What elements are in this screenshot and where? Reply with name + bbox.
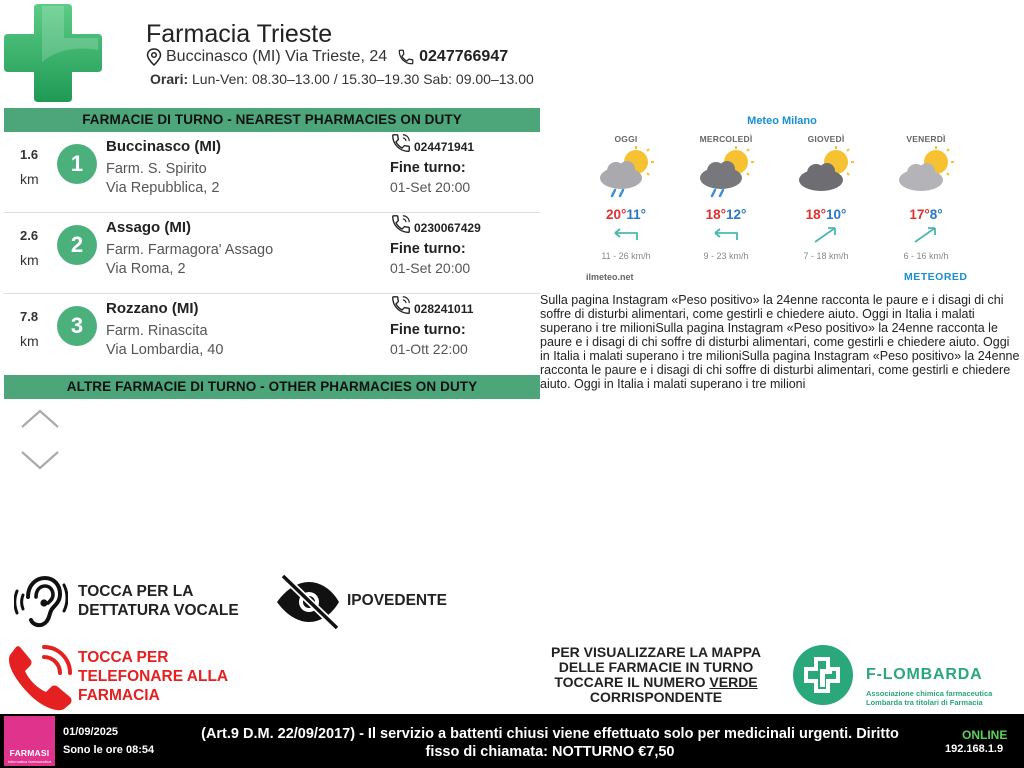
distance: 7.8 km bbox=[20, 309, 39, 349]
day-name: VENERDÌ bbox=[906, 134, 946, 144]
weather-day bbox=[586, 134, 666, 261]
day-name: OGGI bbox=[614, 134, 638, 144]
end-shift-label: Fine turno: bbox=[390, 241, 466, 257]
location-pin-icon bbox=[146, 48, 162, 66]
pharmacy-city: Assago (MI) bbox=[106, 219, 192, 236]
wind-speed: 11 - 26 km/h bbox=[601, 251, 651, 261]
footer-notice: (Art.9 D.M. 22/09/2017) - Il servizio a battenti chiusi viene effettuato solo per medicinali urgenti. Diritto fisso di chiamata: NOTTURNO €7,50 bbox=[201, 726, 899, 760]
phone-number: 0247766947 bbox=[419, 48, 509, 65]
pharmacy-title: Farmacia Trieste bbox=[146, 20, 333, 48]
news-text: Sulla pagina Instagram «Peso positivo» la 24enne racconta le paure e i disagi di chi soffre di disturbi alimentari, come gestirli e chiedere aiuto. Oggi in Italia i malati superano i tre milioniSulla pagina Instagram «Peso positivo» la 24enne racconta le paure e i disagi di chi soffre di disturbi alimentari, come gestirli e chiedere aiuto. Oggi in Italia i malati superano i tre milioniSulla pagina Instagram «Peso positivo» la 24enne racconta le paure e i disagi di chi soffre di disturbi alimentari, come gestirli e chiedere aiuto. Oggi in Italia i malati superano i tre milioni bbox=[540, 293, 1020, 391]
online-status: ONLINE bbox=[962, 728, 1008, 742]
opening-hours bbox=[150, 71, 534, 87]
f-lombarda-name: F-LOMBARDA bbox=[866, 666, 983, 683]
day-temps: 18°10° bbox=[805, 207, 847, 222]
duty-section-header: FARMACIE DI TURNO - NEAREST PHARMACIES ON DUTY bbox=[4, 108, 540, 132]
duty-pharmacy-row[interactable] bbox=[4, 132, 540, 213]
wind-speed: 7 - 18 km/h bbox=[803, 251, 849, 261]
footer-date: 01/09/2025 bbox=[63, 726, 119, 738]
end-shift-value: 01-Set 20:00 bbox=[390, 260, 471, 276]
day-temps: 18°12° bbox=[705, 207, 747, 222]
address-line bbox=[146, 48, 508, 66]
phone-icon bbox=[390, 132, 412, 154]
footer-bar bbox=[0, 714, 1024, 768]
phone-icon bbox=[390, 213, 412, 235]
wind-arrow-icon bbox=[711, 226, 741, 244]
sun-cloud-rain-icon bbox=[596, 146, 656, 198]
weather-day bbox=[686, 134, 766, 261]
pharmacy-phone[interactable]: 0230067429 bbox=[390, 213, 481, 235]
pharmacy-name: Farm. Rinascita bbox=[106, 323, 208, 339]
wind-arrow-icon bbox=[811, 226, 841, 244]
pharmacy-street: Via Lombardia, 40 bbox=[106, 342, 224, 358]
phone-icon bbox=[397, 48, 415, 66]
end-shift-value: 01-Set 20:00 bbox=[390, 179, 471, 195]
hours-label: Orari: bbox=[150, 71, 189, 87]
ip-address: 192.168.1.9 bbox=[945, 743, 1004, 755]
weather-widget bbox=[582, 112, 982, 288]
wind-arrow-icon bbox=[611, 226, 641, 244]
day-temps: 20°11° bbox=[605, 207, 647, 222]
end-shift-label: Fine turno: bbox=[390, 160, 466, 176]
other-section-header: ALTRE FARMACIE DI TURNO - OTHER PHARMACIES ON DUTY bbox=[4, 375, 540, 399]
address-text: Buccinasco (MI) Via Trieste, 24 bbox=[166, 48, 388, 65]
duty-pharmacy-row[interactable] bbox=[4, 294, 540, 375]
duty-pharmacy-row[interactable] bbox=[4, 213, 540, 294]
scroll-down-arrow-icon[interactable] bbox=[20, 450, 60, 470]
weather-credit-ilmeteo[interactable]: ilmeteo.net bbox=[586, 272, 634, 282]
call-pharmacy-button[interactable]: TOCCA PER TELEFONARE ALLA FARMACIA bbox=[78, 649, 229, 704]
weather-day bbox=[786, 134, 866, 261]
pharmacy-cross-logo bbox=[4, 4, 102, 102]
pharmacy-phone[interactable] bbox=[397, 48, 508, 66]
sun-dark-cloud-rain-icon bbox=[696, 146, 756, 198]
pharmacy-number-badge[interactable]: 3 bbox=[57, 306, 97, 346]
end-shift-label: Fine turno: bbox=[390, 322, 466, 338]
f-lombarda-subtitle: Associazione chimica farmaceutica Lombarda tra titolari di Farmacia bbox=[866, 689, 993, 707]
day-name: GIOVEDÌ bbox=[807, 134, 845, 144]
wind-arrow-icon bbox=[911, 226, 941, 244]
phone-call-icon[interactable] bbox=[6, 643, 76, 711]
weather-credit-meteored[interactable]: METEORED bbox=[904, 271, 968, 283]
sun-dark-cloud-icon bbox=[796, 146, 856, 198]
pharmacy-name: Farm. Farmagora' Assago bbox=[106, 242, 274, 258]
end-shift-value: 01-Ott 22:00 bbox=[390, 341, 468, 357]
pharmacy-phone[interactable]: 028241011 bbox=[390, 294, 473, 316]
low-vision-button[interactable]: IPOVEDENTE bbox=[347, 592, 447, 609]
weather-title: Meteo Milano bbox=[747, 115, 817, 127]
pharmacy-name: Farm. S. Spirito bbox=[106, 161, 207, 177]
pharmacy-phone[interactable]: 024471941 bbox=[390, 132, 474, 154]
ear-hearing-icon[interactable] bbox=[14, 575, 68, 629]
sun-cloud-icon bbox=[896, 146, 956, 198]
pharmacy-street: Via Repubblica, 2 bbox=[106, 180, 220, 196]
distance: 2.6 km bbox=[20, 228, 39, 268]
map-instructions: PER VISUALIZZARE LA MAPPA DELLE FARMACIE IN TURNO TOCCARE IL NUMERO VERDE CORRISPONDENTE bbox=[550, 644, 761, 705]
distance: 1.6 km bbox=[20, 147, 39, 187]
pharmacy-street: Via Roma, 2 bbox=[106, 261, 186, 277]
footer-time: Sono le ore 08:54 bbox=[63, 744, 155, 756]
eye-slash-icon[interactable] bbox=[275, 574, 341, 630]
f-lombarda-logo bbox=[790, 643, 856, 707]
farmasi-logo: FARMASI informatica farmaceutica bbox=[4, 716, 55, 766]
day-name: MERCOLEDÌ bbox=[699, 134, 753, 144]
voice-dictation-button[interactable]: TOCCA PER LA DETTATURA VOCALE bbox=[78, 583, 239, 619]
pharmacy-number-badge[interactable]: 2 bbox=[57, 225, 97, 265]
pharmacy-number-badge[interactable]: 1 bbox=[57, 144, 97, 184]
weather-day bbox=[886, 134, 966, 261]
day-temps: 17°8° bbox=[909, 207, 943, 222]
pharmacy-city: Rozzano (MI) bbox=[106, 300, 199, 317]
scroll-up-arrow-icon[interactable] bbox=[20, 409, 60, 429]
wind-speed: 9 - 23 km/h bbox=[703, 251, 749, 261]
hours-value: Lun-Ven: 08.30–13.00 / 15.30–19.30 Sab: 09.00–13.00 bbox=[192, 71, 534, 87]
phone-icon bbox=[390, 294, 412, 316]
pharmacy-city: Buccinasco (MI) bbox=[106, 138, 222, 155]
wind-speed: 6 - 16 km/h bbox=[903, 251, 949, 261]
